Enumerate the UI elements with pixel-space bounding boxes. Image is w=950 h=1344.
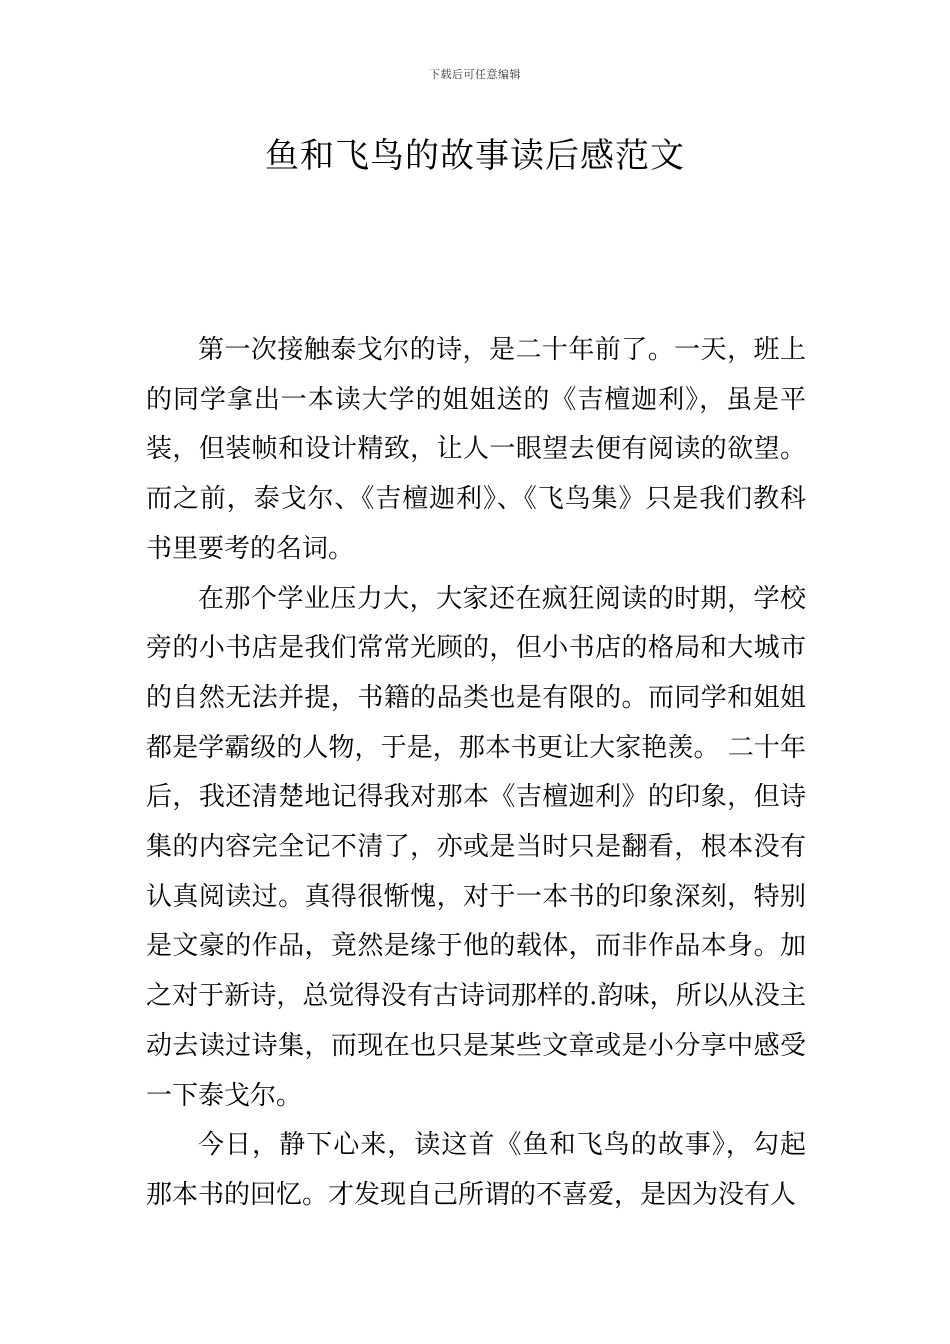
paragraph: 在那个学业压力大，大家还在疯狂阅读的时期，学校旁的小书店是我们常常光顾的，但小书店的格局和大城市的自然无法并提，书籍的品类也是有限的。而同学和姐姐都是学霸级的人物，于是，那本书更让大家艳羡。 二十年后，我还清楚地记得我对那本《吉檀迦利》的印象，但诗集的内容完全记不清了，亦或是当时只是翻看，根本没有认真阅读过。真得很惭愧，对于一本书的印象深刻，特别是文豪的作品，竟然是缘于他的载体，而非作品本身。加之对于新诗，总觉得没有古诗词那样的.韵味，所以从没主动去读过诗集，而现在也只是某些文章或是小分享中感受一下泰戈尔。 (146, 583, 806, 1111)
document-title: 鱼和飞鸟的故事读后感范文 (265, 136, 685, 176)
document-body (146, 326, 806, 1221)
header-note: 下载后可任意编辑 (429, 68, 521, 81)
paragraph: 今日，静下心来，读这首《鱼和飞鸟的故事》，勾起那本书的回忆。才发现自己所谓的不喜爱，是因为没有人 (146, 1130, 806, 1210)
paragraph: 第一次接触泰戈尔的诗，是二十年前了。一天，班上的同学拿出一本读大学的姐姐送的《吉檀迦利》，虽是平装，但装帧和设计精致，让人一眼望去便有阅读的欲望。而之前，泰戈尔、《吉檀迦利》、《飞鸟集》只是我们教科书里要考的名词。 (146, 335, 806, 564)
